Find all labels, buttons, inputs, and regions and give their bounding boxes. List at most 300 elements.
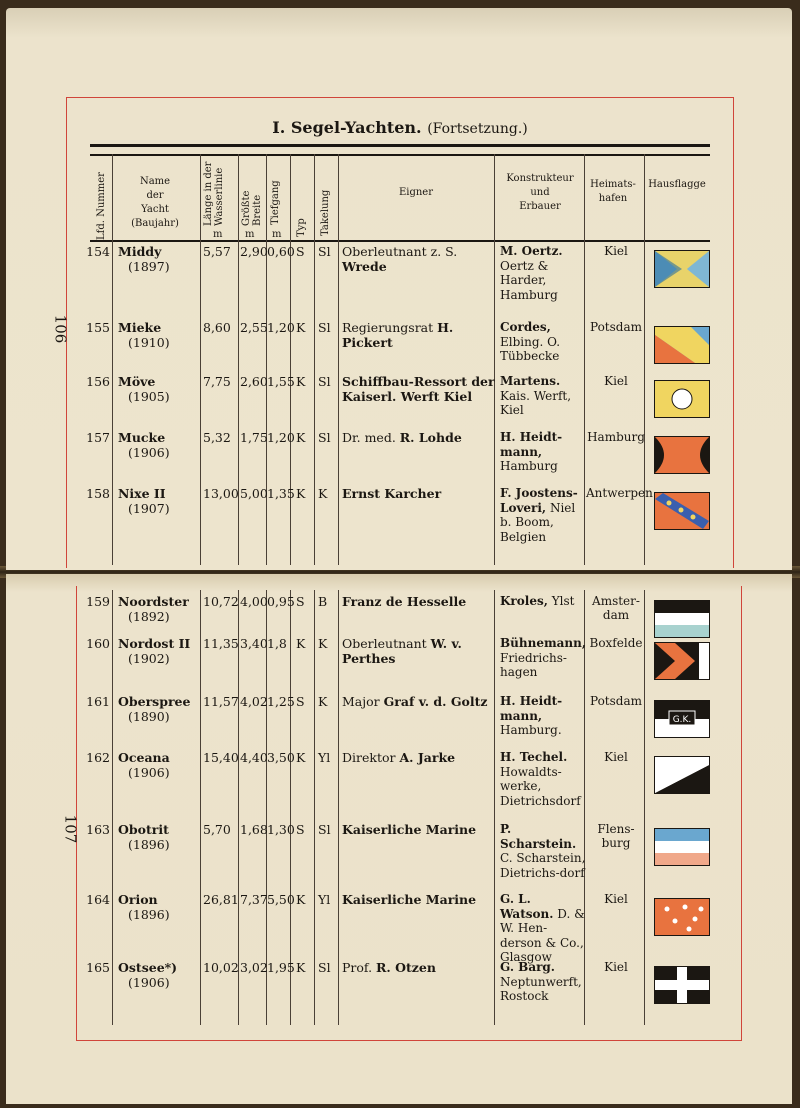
yacht-year: (1905) (128, 389, 170, 404)
home-port-value: Boxfelde (589, 636, 643, 650)
rig-value (318, 244, 331, 259)
draught-text: 1,20 (267, 430, 295, 445)
yacht-year: (1892) (128, 609, 170, 624)
owner-prefix: Major (342, 694, 384, 709)
owner-name: H. Pickert (342, 320, 454, 350)
owner (342, 430, 500, 445)
unit-draught: m (272, 229, 282, 240)
yacht-year: (1906) (128, 765, 170, 780)
rig-text: Sl (318, 430, 331, 445)
length-value (203, 430, 231, 445)
yacht-name (118, 374, 170, 404)
home-port-value: Antwerpen (586, 486, 653, 500)
length-value (203, 244, 231, 259)
builder (500, 244, 586, 302)
owner-name: Franz de Hesselle (342, 594, 467, 609)
breadth-text: 3,40 (240, 636, 268, 651)
builder (500, 320, 586, 364)
row-number-value: 161 (86, 694, 110, 709)
length-value (203, 694, 239, 709)
yacht-name (118, 822, 170, 852)
row-number (82, 892, 110, 907)
builder-name: H. Techel. (500, 750, 568, 764)
owner-name: Kaiserliche Marine (342, 822, 477, 837)
length-text: 11,35 (203, 636, 239, 651)
type-text: K (296, 892, 306, 907)
home-port (586, 430, 646, 444)
row-number-value: 154 (86, 244, 110, 259)
rig-value (318, 822, 331, 837)
header-number: Lfd. Nummer (96, 172, 107, 240)
breadth-value (240, 892, 268, 907)
builder (500, 594, 586, 609)
home-port-value: Kiel (604, 892, 628, 906)
top-column-line-9 (644, 154, 645, 565)
row-number-value: 156 (86, 374, 110, 389)
row-number-value: 158 (86, 486, 110, 501)
builder (500, 374, 586, 418)
type-text: K (296, 636, 306, 651)
builder-name: G. Barg. (500, 960, 555, 974)
title-main: I. Segel-Yachten. (272, 118, 422, 137)
header-breadth: Größte Breite (241, 190, 263, 226)
rig-value (318, 750, 330, 765)
builder-name: Kroles, (500, 594, 548, 608)
type-text: K (296, 960, 306, 975)
home-port (586, 822, 646, 850)
yacht-year: (1906) (128, 445, 170, 460)
table-title (90, 118, 710, 137)
owner-name: Schiffbau-Ressort der Kaiserl. Werft Kiel (342, 374, 495, 404)
rig-value (318, 694, 327, 709)
draught-value (267, 374, 295, 389)
type-value (296, 486, 305, 501)
breadth-text: 1,68 (240, 822, 268, 837)
builder-name: Martens. (500, 374, 561, 388)
yacht-name-value: Nixe II (118, 486, 166, 501)
owner-prefix: Direktor (342, 750, 400, 765)
yacht-name (118, 636, 190, 666)
yacht-name-value: Noordster (118, 594, 189, 609)
house-flag-icon (654, 436, 710, 474)
house-flag-icon (654, 380, 710, 418)
breadth-value (240, 694, 268, 709)
home-port-value: Kiel (604, 244, 628, 258)
home-port-value: Hamburg (587, 430, 645, 444)
builder (500, 694, 586, 738)
length-text: 26,81 (203, 892, 239, 907)
draught-value (267, 430, 295, 445)
header-rule-top (90, 154, 710, 156)
header-builder-line-2: und (530, 187, 550, 198)
draught-text: 1,35 (267, 486, 295, 501)
type-text: S (296, 594, 305, 609)
rig-text: K (318, 636, 328, 651)
title-continuation: (Fortsetzung.) (427, 121, 528, 137)
breadth-value (240, 430, 268, 445)
length-text: 15,40 (203, 750, 239, 765)
top-column-line-0 (112, 154, 113, 565)
home-port (586, 636, 646, 650)
yacht-year: (1910) (128, 335, 170, 350)
row-number-value: 164 (86, 892, 110, 907)
type-value (296, 892, 305, 907)
length-text: 11,57 (203, 694, 239, 709)
draught-text: 1,20 (267, 320, 295, 335)
type-text: K (296, 430, 306, 445)
builder (500, 822, 586, 880)
breadth-value (240, 750, 268, 765)
header-name (112, 175, 198, 231)
bottom-column-line-5 (314, 590, 315, 1025)
unit-breadth: m (245, 229, 255, 240)
draught-value (267, 750, 295, 765)
rig-value (318, 594, 327, 609)
draught-text: 3,50 (267, 750, 295, 765)
length-value (203, 750, 239, 765)
builder-name: F. Joostens-Loveri, (500, 486, 578, 515)
owner-name: R. Otzen (376, 960, 436, 975)
draught-value (267, 892, 295, 907)
home-port-value: Flens-burg (597, 822, 635, 850)
yacht-name (118, 960, 177, 990)
type-value (296, 320, 305, 335)
yacht-name-value: Oceana (118, 750, 170, 765)
length-text: 7,75 (203, 374, 231, 389)
builder-detail: Elbing. O. Tübbecke (500, 334, 561, 363)
breadth-text: 4,40 (240, 750, 268, 765)
builder-detail: C. Scharstein, Dietrichs-dorf (500, 851, 586, 880)
length-value (203, 486, 239, 501)
yacht-year: (1896) (128, 907, 170, 922)
type-text: K (296, 486, 306, 501)
page-number-bottom: 107 (61, 814, 80, 844)
breadth-value (240, 960, 268, 975)
breadth-value (240, 244, 268, 259)
draught-text: 0,60 (267, 244, 295, 259)
breadth-value (240, 320, 268, 335)
length-value (203, 594, 239, 609)
row-number (82, 594, 110, 609)
home-port-value: Kiel (604, 750, 628, 764)
type-text: S (296, 822, 305, 837)
top-column-line-5 (314, 154, 315, 565)
yacht-year: (1902) (128, 651, 170, 666)
length-value (203, 636, 239, 651)
builder-detail: Ylst (551, 594, 575, 608)
owner-name: R. Lohde (399, 430, 462, 445)
owner (342, 960, 500, 975)
yacht-year: (1906) (128, 975, 170, 990)
builder (500, 750, 586, 808)
rig-text: Sl (318, 960, 331, 975)
header-builder-line-3: Erbauer (519, 201, 561, 212)
home-port (586, 750, 646, 764)
home-port-value: Kiel (604, 960, 628, 974)
breadth-value (240, 486, 268, 501)
length-text: 10,72 (203, 594, 239, 609)
builder-detail: Neptunwerft, Rostock (500, 974, 582, 1003)
breadth-text: 4,02 (240, 694, 268, 709)
type-value (296, 694, 305, 709)
yacht-name (118, 750, 170, 780)
yacht-name-value: Orion (118, 892, 158, 907)
owner (342, 374, 500, 404)
row-number (82, 750, 110, 765)
yacht-name-value: Möve (118, 374, 156, 389)
breadth-text: 2,55 (240, 320, 268, 335)
home-port (586, 244, 646, 258)
owner-name: Kaiserliche Marine (342, 892, 477, 907)
type-value (296, 374, 305, 389)
length-text: 5,70 (203, 822, 231, 837)
type-text: K (296, 750, 306, 765)
draught-value (267, 320, 295, 335)
breadth-value (240, 594, 268, 609)
header-name-line-2: der (146, 190, 164, 201)
rig-text: K (318, 694, 328, 709)
rig-value (318, 960, 331, 975)
row-number (82, 486, 110, 501)
header-rule-bottom (90, 240, 710, 242)
row-number-value: 155 (86, 320, 110, 335)
svg-text:G.K.: G.K. (672, 715, 692, 725)
owner (342, 320, 500, 350)
title-rule (90, 144, 710, 147)
breadth-text: 4,00 (240, 594, 268, 609)
header-house-flag: Hausflagge (648, 179, 706, 190)
yacht-year: (1896) (128, 837, 170, 852)
house-flag-icon (654, 756, 710, 794)
owner-prefix: Regierungsrat (342, 320, 438, 335)
yacht-name (118, 486, 170, 516)
yacht-name (118, 430, 170, 460)
length-value (203, 822, 231, 837)
yacht-name (118, 594, 189, 624)
builder-detail: Niel b. Boom, Belgien (500, 500, 576, 544)
unit-length: m (213, 229, 223, 240)
breadth-value (240, 822, 268, 837)
builder-detail: Hamburg. (500, 723, 562, 737)
yacht-name-value: Ostsee*) (118, 960, 178, 975)
yacht-name-value: Oberspree (118, 694, 191, 709)
rig-value (318, 374, 331, 389)
owner (342, 486, 500, 501)
home-port-value: Potsdam (589, 320, 642, 334)
draught-value (267, 822, 295, 837)
header-builder (496, 172, 584, 214)
builder (500, 486, 586, 544)
header-length: Länge in der Wasserlinie (203, 161, 225, 226)
house-flag-icon (654, 492, 710, 530)
home-port (586, 960, 646, 974)
builder (500, 960, 586, 1004)
type-value (296, 750, 305, 765)
top-column-line-3 (266, 154, 267, 565)
draught-value (267, 594, 295, 609)
type-value (296, 960, 305, 975)
house-flag-icon (654, 966, 710, 1004)
builder-detail: Kais. Werft, Kiel (500, 388, 572, 417)
yacht-name-value: Obotrit (118, 822, 169, 837)
rig-value (318, 636, 327, 651)
row-number (82, 244, 110, 259)
yacht-year: (1897) (128, 259, 170, 274)
row-number-value: 163 (86, 822, 110, 837)
length-text: 10,02 (203, 960, 239, 975)
owner (342, 822, 500, 837)
house-flag-icon (654, 700, 710, 738)
rig-value (318, 892, 330, 907)
draught-value (267, 244, 295, 259)
type-text: K (296, 320, 306, 335)
yacht-name-value: Mieke (118, 320, 162, 335)
rig-text: Yl (318, 892, 331, 907)
rig-value (318, 320, 331, 335)
builder-name: P. Scharstein. (500, 822, 577, 851)
yacht-name (118, 694, 190, 724)
breadth-text: 7,37 (240, 892, 268, 907)
owner-name: W. v. Perthes (342, 636, 462, 666)
owner-prefix: Oberleutnant (342, 636, 431, 651)
length-text: 5,32 (203, 430, 231, 445)
row-number (82, 374, 110, 389)
row-number (82, 636, 110, 651)
builder (500, 430, 586, 474)
yacht-name (118, 320, 170, 350)
house-flag-icon (654, 828, 710, 866)
row-number (82, 694, 110, 709)
rig-text: Sl (318, 320, 331, 335)
owner (342, 594, 500, 609)
owner (342, 892, 500, 907)
draught-value (267, 636, 287, 651)
type-value (296, 244, 305, 259)
rig-value (318, 430, 331, 445)
bottom-column-line-6 (338, 590, 339, 1025)
top-column-line-7 (494, 154, 495, 565)
top-column-line-2 (238, 154, 239, 565)
header-owner: Eigner (398, 187, 434, 198)
yacht-name-value: Middy (118, 244, 162, 259)
length-text: 8,60 (203, 320, 231, 335)
header-draught: Tiefgang (270, 180, 281, 225)
type-text: K (296, 374, 306, 389)
length-text: 13,00 (203, 486, 239, 501)
type-text: S (296, 694, 305, 709)
builder-name: H. Heidt-mann, (500, 430, 563, 459)
home-port-value: Potsdam (589, 694, 642, 708)
draught-text: 1,30 (267, 822, 295, 837)
length-value (203, 320, 231, 335)
home-port (586, 374, 646, 388)
header-name-line-4: (Baujahr) (131, 218, 179, 229)
owner (342, 750, 500, 765)
owner-prefix: Oberleutnant z. S. (342, 244, 458, 259)
draught-value (267, 960, 295, 975)
breadth-value (240, 636, 268, 651)
home-port-value: Amster-dam (592, 594, 640, 622)
row-number (82, 430, 110, 445)
owner-name: Graf v. d. Goltz (383, 694, 488, 709)
house-flag-icon (654, 250, 710, 288)
header-name-line-3: Yacht (141, 204, 169, 215)
breadth-value (240, 374, 268, 389)
breadth-text: 1,75 (240, 430, 268, 445)
yacht-year: (1907) (128, 501, 170, 516)
draught-value (267, 694, 295, 709)
builder-detail: Friedrichs-hagen (500, 650, 567, 679)
yacht-name-value: Mucke (118, 430, 166, 445)
owner-prefix: Dr. med. (342, 430, 400, 445)
length-value (203, 374, 231, 389)
yacht-name (118, 244, 170, 274)
builder-detail: Howaldts-werke, Dietrichsdorf (500, 764, 581, 808)
builder-name: Bühnemann, (500, 636, 587, 650)
builder-name: M. Oertz. (500, 244, 563, 258)
home-port (586, 320, 646, 334)
house-flag-icon (654, 642, 710, 680)
type-value (296, 430, 305, 445)
yacht-name (118, 892, 170, 922)
top-column-line-1 (200, 154, 201, 565)
type-value (296, 636, 305, 651)
owner-name: Ernst Karcher (342, 486, 442, 501)
row-number (82, 822, 110, 837)
top-column-line-4 (290, 154, 291, 565)
type-value (296, 594, 305, 609)
yacht-year: (1890) (128, 709, 170, 724)
owner (342, 636, 500, 666)
top-column-line-6 (338, 154, 339, 565)
house-flag-icon (654, 600, 710, 638)
breadth-text: 2,60 (240, 374, 268, 389)
yacht-name-value: Nordost II (118, 636, 191, 651)
draught-text: 1,25 (267, 694, 295, 709)
house-flag-icon (654, 326, 710, 364)
draught-text: 5,50 (267, 892, 295, 907)
owner (342, 244, 500, 274)
owner (342, 694, 500, 709)
header-home-port (584, 178, 642, 206)
header-home-line-2: hafen (598, 193, 628, 204)
rig-text: Sl (318, 374, 331, 389)
bottom-column-line-0 (112, 590, 113, 1025)
draught-text: 1,8 (267, 636, 287, 651)
row-number-value: 159 (86, 594, 110, 609)
length-text: 5,57 (203, 244, 231, 259)
draught-value (267, 486, 295, 501)
breadth-text: 5,00 (240, 486, 268, 501)
row-number (82, 960, 110, 975)
row-number-value: 160 (86, 636, 110, 651)
owner-prefix: Prof. (342, 960, 377, 975)
home-port-value: Kiel (604, 374, 628, 388)
header-home-line-1: Heimats- (590, 179, 636, 190)
home-port (586, 594, 646, 622)
row-number (82, 320, 110, 335)
type-value (296, 822, 305, 837)
home-port (586, 892, 646, 906)
house-flag-icon (654, 898, 710, 936)
rig-text: B (318, 594, 328, 609)
owner-name: Wrede (342, 259, 387, 274)
builder (500, 636, 586, 680)
draught-text: 1,95 (267, 960, 295, 975)
home-port (586, 486, 653, 500)
page-number-top: 106 (51, 314, 70, 344)
breadth-text: 2,90 (240, 244, 268, 259)
